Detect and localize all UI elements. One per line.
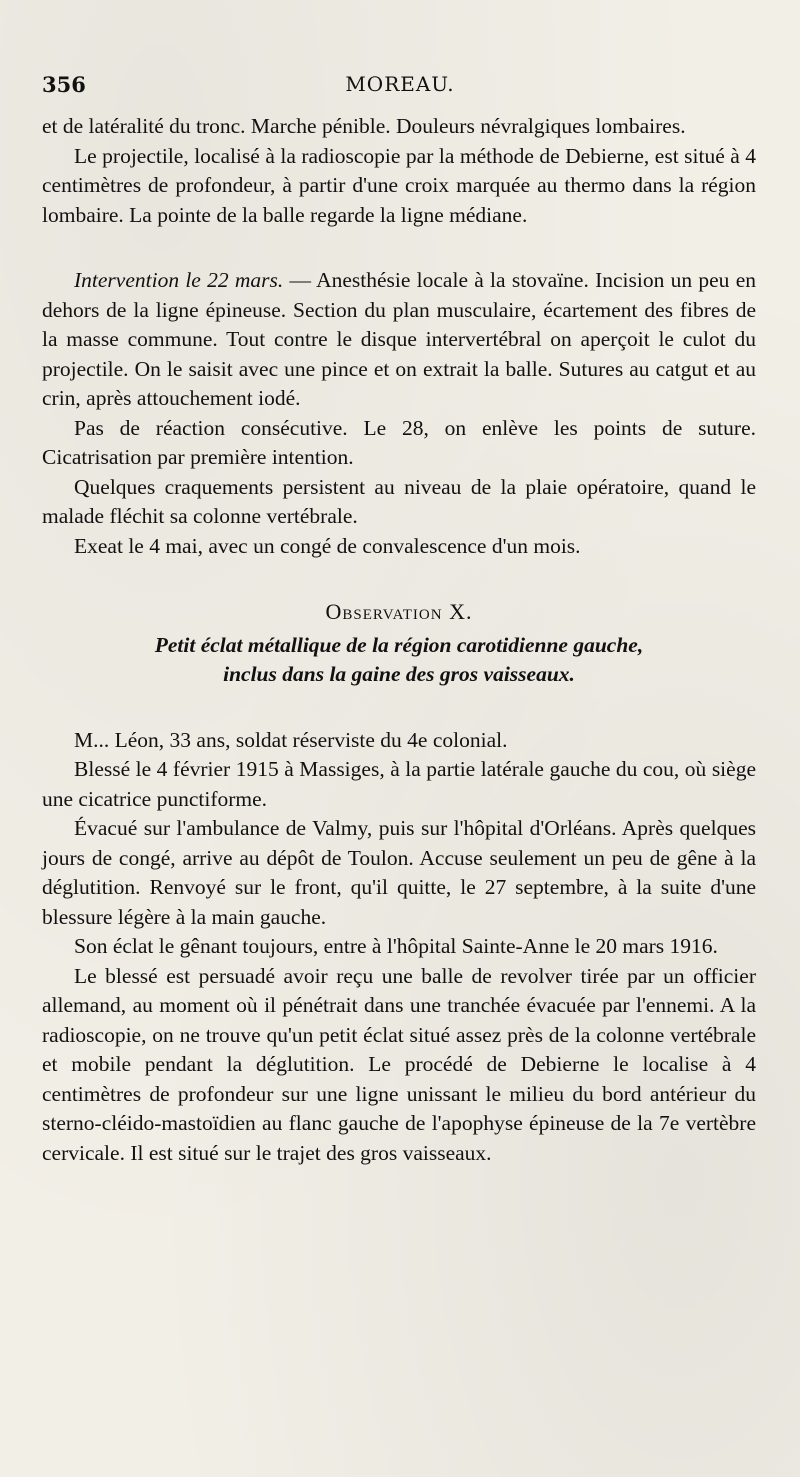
paragraph-intervention [42, 266, 756, 414]
page-bottom-margin [0, 1357, 800, 1477]
paragraph-continuation: et de latéralité du tronc. Marche pénible. Douleurs névralgiques lombaires. [42, 114, 686, 138]
page-header [42, 72, 758, 102]
intervention-label: Intervention le 22 mars. [74, 268, 284, 292]
paragraph-blessure: Blessé le 4 février 1915 à Massiges, à la partie latérale gauche du cou, où siège une cicatrice punctiforme. [42, 757, 756, 811]
observation-subtitle [42, 631, 756, 690]
page-number: 356 [42, 72, 86, 97]
paragraph-radioscopie: Le blessé est persuadé avoir reçu une balle de revolver tirée par un officier allemand, au moment où il pénétrait dans une tranchée évacuée par l'ennemi. A la radioscopie, on ne trouve qu'un petit éclat situé assez près de la colonne vertébrale et mobile pendant la déglutition. Le procédé de Debierne le localise à 4 centimètres de profondeur sur une ligne unissant le milieu du bord antérieur du sterno-cléido-mastoïdien au flanc gauche de l'apophyse épineuse de la 7e vertèbre cervicale. Il est situé sur le trajet des gros vaisseaux. [42, 963, 756, 1165]
observation-subtitle-line-1: Petit éclat métallique de la région carotidienne gauche, [154, 632, 644, 657]
paragraph-patient: M... Léon, 33 ans, soldat réserviste du 4e colonial. [74, 727, 508, 752]
running-title: MOREAU. [345, 72, 455, 96]
intervention-text: — Anesthésie locale à la stovaïne. Incision un peu en dehors de la ligne épineuse. Section du plan musculaire, écartement des fibres de la masse commune. Tout contre le disque intervertébral on aperçoit le culot du projectile. On le saisit avec une pince et on extrait la balle. Sutures au catgut et au crin, après attouchement iodé. [42, 268, 756, 410]
paragraph-craquements: Quelques craquements persistent au niveau de la plaie opératoire, quand le malade fléchit sa colonne vertébrale. [42, 474, 756, 528]
observation-subtitle-line-2: inclus dans la gaine des gros vaisseaux. [223, 662, 575, 686]
paragraph-localisation: Le projectile, localisé à la radioscopie par la méthode de Debierne, est situé à 4 centimètres de profondeur, à partir d'une croix marquée au thermo dans la région lombaire. La pointe de la balle regarde la ligne médiane. [42, 143, 756, 227]
paragraph-suites: Pas de réaction consécutive. Le 28, on enlève les points de suture. Cicatrisation par première intention. [42, 415, 756, 469]
paragraph-exeat: Exeat le 4 mai, avec un congé de convalescence d'un mois. [74, 533, 581, 558]
paragraph-evacuation: Évacué sur l'ambulance de Valmy, puis sur l'hôpital d'Orléans. Après quelques jours de congé, arrive au dépôt de Toulon. Accuse seulement un peu de gêne à la déglutition. Renvoyé sur le front, qu'il quitte, le 27 septembre, à la suite d'une blessure légère à la main gauche. [42, 816, 756, 929]
paragraph-entree: Son éclat le gênant toujours, entre à l'hôpital Sainte-Anne le 20 mars 1916. [74, 934, 718, 958]
page-body [42, 112, 756, 1168]
observation-title: Observation X. [325, 599, 473, 624]
